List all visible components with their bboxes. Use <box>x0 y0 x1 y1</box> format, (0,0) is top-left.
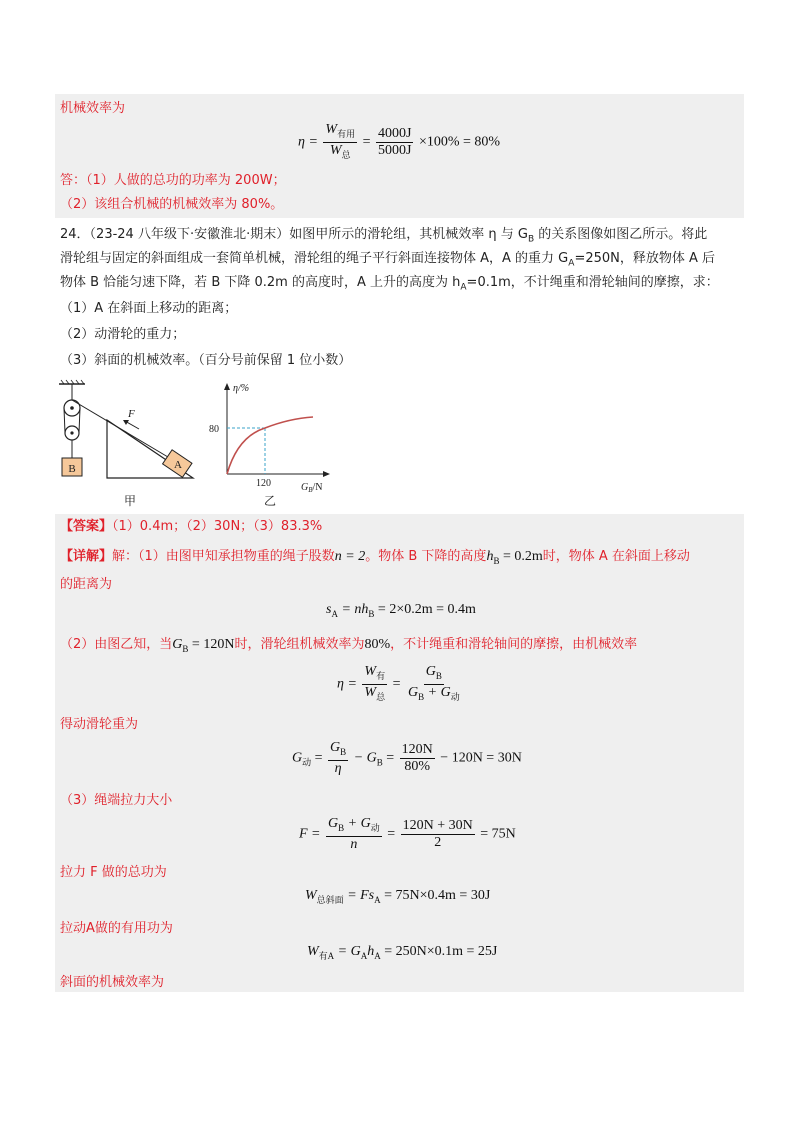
svg-text:B: B <box>68 463 76 475</box>
fraction: $\frac{W_有}{W_总}$ <box>364 664 386 702</box>
equation-tension: F = $\frac{G_B + G_动}{n}$ = $\frac{120N + 30N}{2}$ = 75N <box>299 816 516 852</box>
equation-total-work: $W_{总斜面} = Fs_A = 75N\times 0.4m = 30J$ <box>305 888 491 905</box>
figure-efficiency-graph <box>205 378 335 510</box>
top-label: 机械效率为 <box>60 101 126 116</box>
question-sub-1: （1）A 在斜面上移动的距离； <box>60 301 238 316</box>
svg-text:η/%: η/% <box>233 383 250 394</box>
question-sub-2: （2）动滑轮的重力； <box>60 327 186 342</box>
question-sub-3: （3）斜面的机械效率。（百分号前保留 1 位小数） <box>60 353 352 368</box>
answer-line-1: 答：（1）人做的总功的功率为 200W； <box>60 173 286 188</box>
detail-line-3: 得动滑轮重为 <box>60 717 139 732</box>
fraction: $\frac{120N + 30N}{2}$ <box>402 817 473 850</box>
fraction: $\frac{4000J}{5000J}$ <box>378 125 412 158</box>
svg-text:80: 80 <box>209 424 219 435</box>
question-line-3: 物体 B 恰能匀速下降，若 B 下降 0.2m 的高度时，A 上升的高度为 $h_A=0.1m$，不计绳重和滑轮轴间的摩擦，求： <box>60 275 719 293</box>
equation-useful-work: $W_{有A} = G_Ah_A = 250N\times 0.1m = 25J$ <box>307 944 498 961</box>
detail-line-7: 斜面的机械效率为 <box>60 975 165 990</box>
fraction: $\frac{W_{有用}}{W_总}$ <box>325 122 356 160</box>
fraction: $\frac{G_B + G_动}{n}$ <box>328 816 380 852</box>
equation-sA: $s_A = nh_B = 2\times 0.2m = 0.4m$ <box>326 602 476 619</box>
equation-efficiency: η = $\frac{W_有}{W_总}$ = $\frac{G_B}{G_B + G_动}$ <box>337 664 464 705</box>
fraction: $\frac{G_B}{\eta}$ <box>330 740 347 776</box>
efficiency-curve <box>227 417 313 474</box>
top-equation: η = $\frac{W_{有用}}{W_总}$ = $\frac{4000J}{5000J}$ ×100% = 80% <box>298 122 500 163</box>
detail-line-1b: 的距离为 <box>60 577 113 592</box>
svg-text:乙: 乙 <box>263 494 277 508</box>
detail-line-1: 【详解】解：（1）由图甲知承担物重的绳子股数n = 2。物体 B 下降的高度$h_B = 0.2m$时，物体 A 在斜面上移动 <box>60 549 690 566</box>
fraction: $\frac{G_B}{G_B + G_动}$ <box>408 664 460 702</box>
equation-pulley-weight: $G_动$ = $\frac{G_B}{\eta}$ − $G_B$ = $\frac{120N}{80\%}$ − 120N = 30N <box>292 740 522 776</box>
svg-text:F: F <box>128 408 135 420</box>
detail-line-5: 拉力 F 做的总功为 <box>60 865 167 880</box>
answer-line-2: （2）该组合机械的机械效率为 80%。 <box>60 197 284 212</box>
fraction: $\frac{120N}{80\%}$ <box>401 741 433 774</box>
detail-line-6: 拉动A做的有用功为 <box>60 921 173 936</box>
detail-line-4: （3）绳端拉力大小 <box>60 793 173 808</box>
question-line-2: 滑轮组与固定的斜面组成一套简单机械，滑轮组的绳子平行斜面连接物体 A，A 的重力 $G_A=250N$，释放物体 A 后 <box>60 251 716 269</box>
svg-text:A: A <box>174 459 182 471</box>
answer-row: 【答案】（1）0.4m；（2）30N；（3）83.3% <box>60 519 323 534</box>
svg-text:GB/N: $G_B/N$ <box>301 482 323 494</box>
detail-line-2: （2）由图乙知，当$G_B = 120N$时，滑轮组机械效率为80%，不计绳重和滑轮轴间的摩擦，由机械效率 <box>60 637 638 654</box>
question-line-1: 24．（23-24 八年级下·安徽淮北·期末）如图甲所示的滑轮组，其机械效率 η 与 $G_B$ 的关系图像如图乙所示。将此 <box>60 227 708 245</box>
figure-pulley-incline <box>55 378 215 510</box>
svg-text:甲: 甲 <box>123 494 137 508</box>
svg-text:120: 120 <box>256 478 271 489</box>
